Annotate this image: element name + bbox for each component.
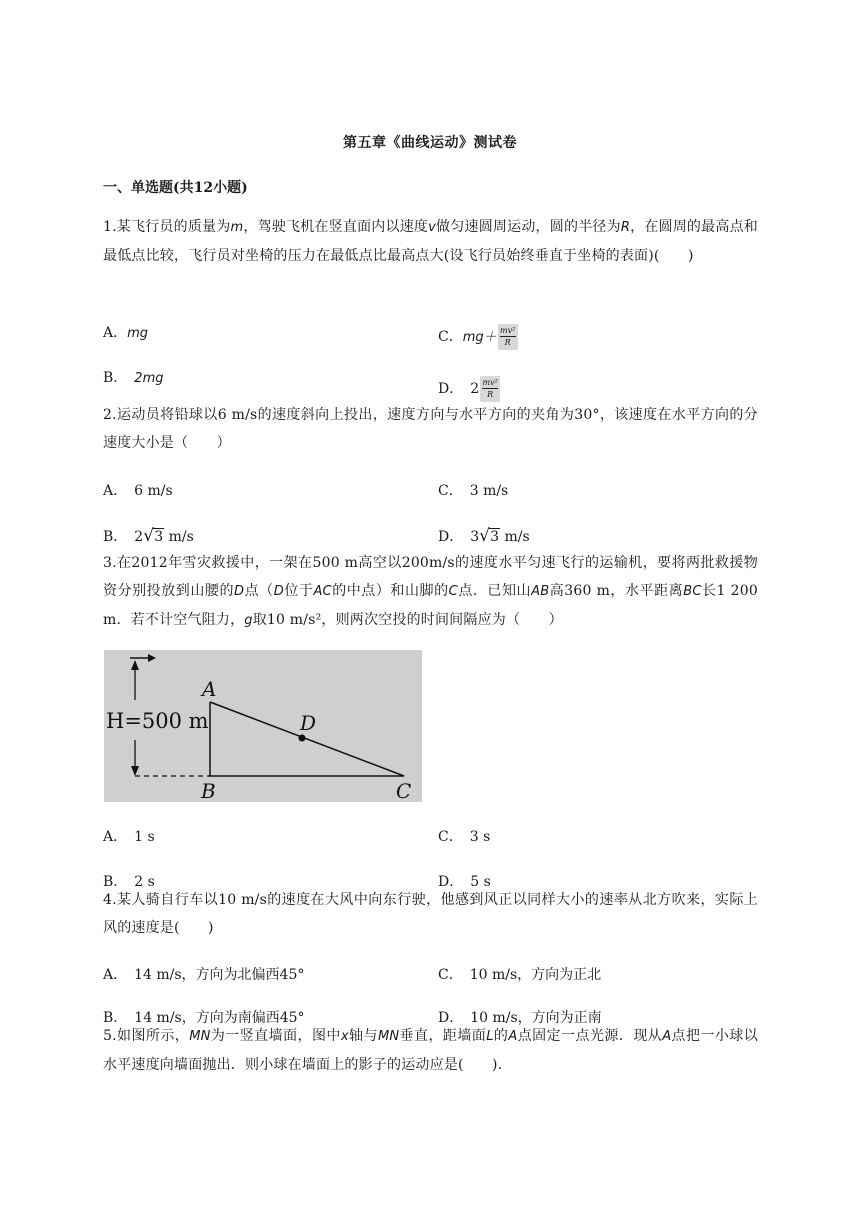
question-3-option-c: C． 3 s (438, 829, 491, 845)
question-3-option-d: D． 5 s (438, 874, 491, 890)
question-1-option-b: B． 2mg (103, 370, 164, 386)
question-2-text: 2.运动员将铅球以6 m/s的速度斜向上投出，速度方向与水平方向的夹角为30°，该速度在水平方向的分速度大小是（ ） (103, 407, 758, 451)
sqrt-symbol: √ 3 (480, 529, 500, 545)
label-b: B (201, 779, 216, 802)
section-heading: 一、单选题(共12小题) (103, 180, 248, 196)
sqrt-symbol: √ 3 (144, 529, 164, 545)
height-label: H=500 m (106, 709, 209, 733)
question-2-option-b: B． 2√ 3 m/s (103, 526, 194, 546)
question-5-text: 5.如图所示，MN为一竖直墙面，图中x轴与MN垂直，距墙面L的A点固定一点光源．现从A点把一小球以水平速度向墙面抛出．则小球在墙面上的影子的运动应是( ). (103, 1028, 759, 1073)
question-1-option-a: A．mg (103, 325, 149, 341)
arrow-down-icon (131, 766, 139, 776)
question-4-option-b: B． 14 m/s，方向为南偏西45° (103, 1010, 305, 1026)
question-2-option-c: C． 3 m/s (438, 483, 509, 499)
label-d: D (300, 711, 317, 735)
question-4-option-c: C． 10 m/s，方向为正北 (438, 967, 602, 983)
question-4-text: 4.某人骑自行车以10 m/s的速度在大风中向东行驶，他感到风正以同样大小的速率从北方吹来，实际上风的速度是( ) (103, 892, 758, 936)
question-1-option-c: C．mg＋ $\frac{\text{mv²}}{R}$ (438, 324, 518, 350)
point-d-marker (299, 735, 306, 742)
label-a: A (202, 677, 217, 701)
question-4-option-d: D． 10 m/s，方向为正南 (438, 1010, 602, 1026)
arrow-up-icon (131, 660, 139, 670)
question-3-option-a: A． 1 s (103, 829, 155, 845)
question-1-option-d: D． 2 $\frac{\text{mv²}}{R}$ (438, 376, 500, 402)
question-1-text: 1.某飞行员的质量为m，驾驶飞机在竖直面内以速度v做匀速圆周运动，圆的半径为R，在圆周的最高点和最低点比较，飞行员对坐椅的压力在最低点比最高点大(设飞行员始终垂直于坐椅的表面)( ) (103, 219, 758, 264)
label-c: C (396, 779, 412, 802)
mountain-diagram (104, 650, 422, 802)
question-3-text: 3.在2012年雪灾救援中，一架在500 m高空以200m/s的速度水平匀速飞行的运输机，要将两批救援物资分别投放到山腰的D点（D位于AC的中点）和山脚的C点．已知山AB高360 m，水平距离BC长1 200 m．若不计空气阻力，g取10 m/s²，则两次空投的时间间隔应为（ ） (103, 555, 758, 628)
question-4-option-a: A． 14 m/s，方向为北偏西45° (103, 967, 305, 983)
fraction-image: $\frac{\text{mv²}}{R}$ (480, 376, 500, 402)
question-2-option-a: A． 6 m/s (103, 483, 173, 499)
fraction-image: $\frac{\text{mv²}}{R}$ (498, 324, 518, 350)
question-3-figure (104, 650, 422, 802)
arrow-right-icon (148, 654, 156, 662)
document-title: 第五章《曲线运动》测试卷 (343, 135, 517, 151)
question-3-option-b: B． 2 s (103, 874, 155, 890)
question-2-option-d: D． 3√ 3 m/s (438, 526, 530, 546)
